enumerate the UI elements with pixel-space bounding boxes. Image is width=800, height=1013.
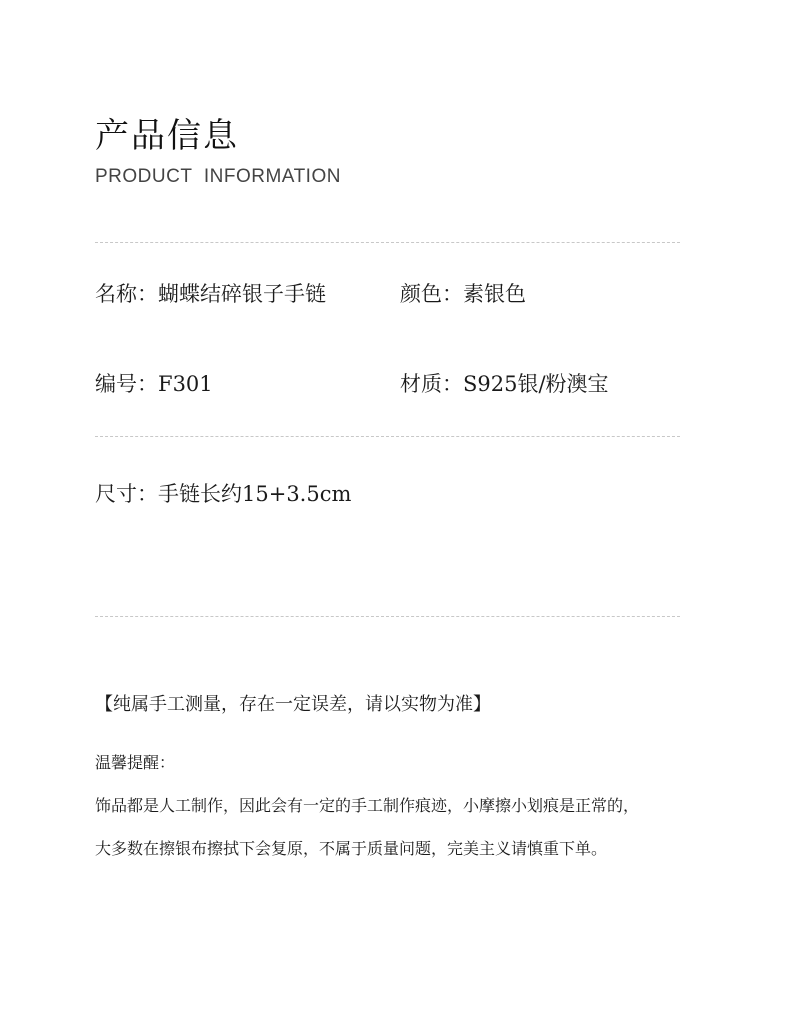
divider bbox=[95, 242, 680, 243]
tips-title: 温馨提醒： bbox=[95, 753, 176, 772]
product-name: 名称：蝴蝶结碎银子手链 bbox=[95, 282, 326, 306]
measurement-notice: 【纯属手工测量，存在一定误差，请以实物为准】 bbox=[95, 694, 491, 715]
page-title: 产品信息 bbox=[95, 116, 239, 156]
product-size: 尺寸：手链长约15+3.5cm bbox=[95, 482, 352, 506]
product-code: 编号：F301 bbox=[95, 372, 213, 396]
product-material: 材质：S925银/粉澳宝 bbox=[400, 372, 609, 396]
page-subtitle: PRODUCT INFORMATION bbox=[95, 166, 341, 187]
tips-line: 大多数在擦银布擦拭下会复原，不属于质量问题，完美主义请慎重下单。 bbox=[95, 839, 608, 858]
divider bbox=[95, 436, 680, 437]
tips-line: 饰品都是人工制作，因此会有一定的手工制作痕迹，小摩擦小划痕是正常的， bbox=[95, 796, 640, 815]
product-color: 颜色：素银色 bbox=[400, 282, 526, 306]
divider bbox=[95, 616, 680, 617]
